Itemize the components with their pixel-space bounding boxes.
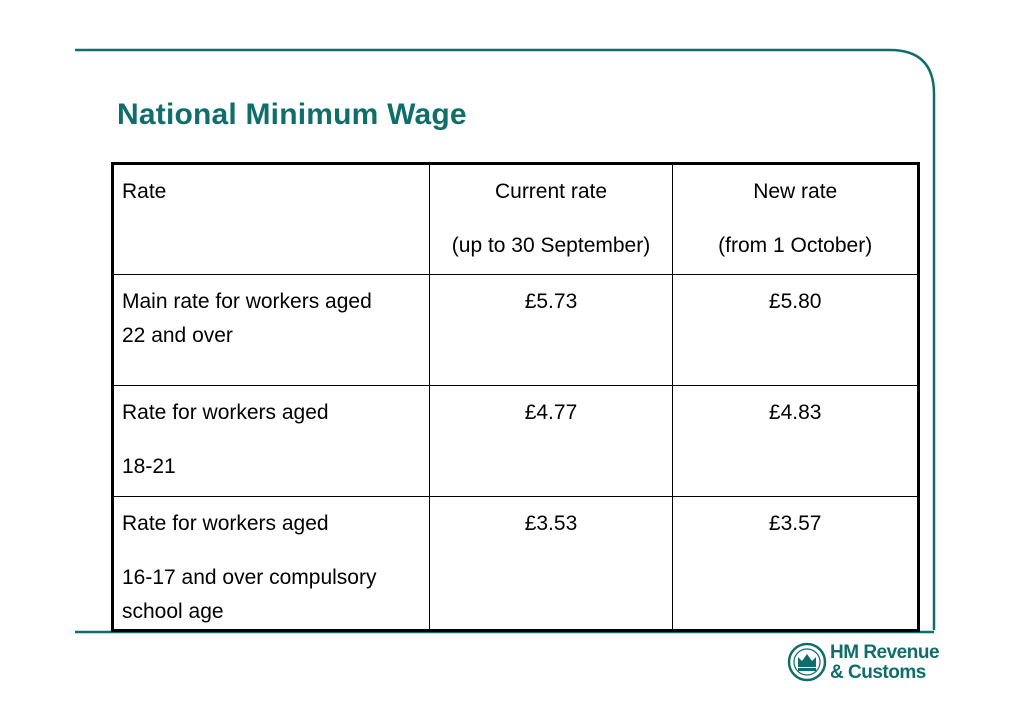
row-label-cont2: school age (122, 600, 224, 623)
row-new-cell (673, 275, 919, 386)
row-label-cont: 16-17 and over compulsory (122, 566, 377, 589)
table-row (113, 386, 919, 497)
row-current-cell (429, 497, 673, 631)
logo-line-2: & Customs (830, 662, 926, 683)
wage-table (111, 162, 920, 632)
hmrc-logo (830, 643, 939, 683)
header-new: New rate (753, 180, 838, 203)
logo-line-1: HM Revenue (830, 642, 940, 663)
row-new-cell (673, 386, 919, 497)
row-label: Main rate for workers aged (122, 290, 372, 313)
crown-crest-icon (787, 642, 827, 682)
table-header-row (113, 164, 919, 275)
table-row (113, 497, 919, 631)
table-row (113, 275, 919, 386)
row-current-cell (429, 386, 673, 497)
header-current-cell (429, 164, 673, 275)
row-new-value: £4.83 (768, 401, 822, 424)
page-title: National Minimum Wage (117, 98, 467, 131)
row-label-cont: 18-21 (122, 455, 176, 478)
row-new-cell (673, 497, 919, 631)
row-current-cell (429, 275, 673, 386)
row-label-cont: 22 and over (122, 324, 233, 347)
row-label: Rate for workers aged (122, 512, 329, 535)
row-current-value: £3.53 (524, 512, 578, 535)
header-rate-cell (113, 164, 430, 275)
header-rate: Rate (122, 180, 167, 203)
header-new-cell (673, 164, 919, 275)
row-current-value: £4.77 (524, 401, 578, 424)
row-current-value: £5.73 (524, 290, 578, 313)
row-new-value: £3.57 (768, 512, 822, 535)
header-current-sub: (up to 30 September) (451, 234, 651, 257)
row-new-value: £5.80 (768, 290, 822, 313)
header-current: Current rate (494, 180, 608, 203)
row-label-cell (113, 497, 430, 631)
row-label: Rate for workers aged (122, 401, 329, 424)
row-label-cell (113, 275, 430, 386)
row-label-cell (113, 386, 430, 497)
header-new-sub: (from 1 October) (718, 234, 873, 257)
